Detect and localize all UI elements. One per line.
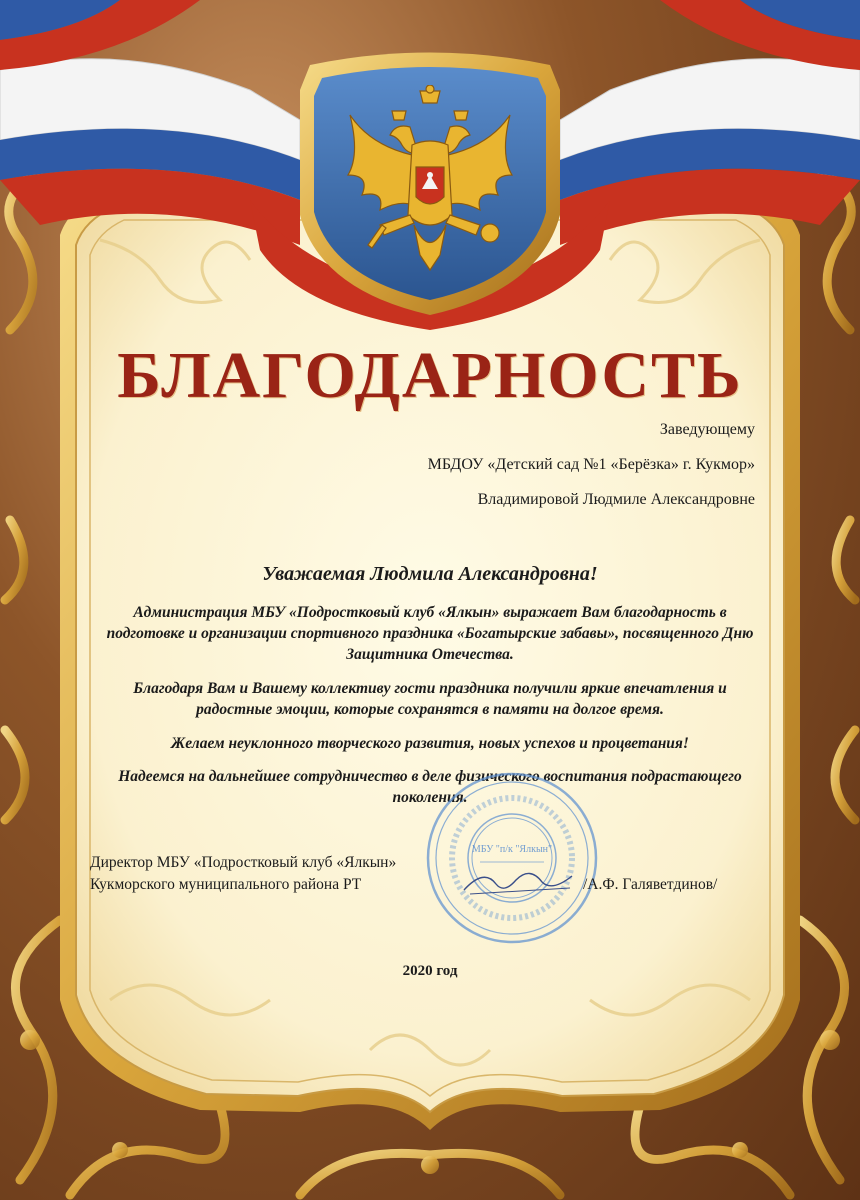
document-year: 2020 год [402, 963, 458, 979]
paragraph-1: Администрация МБУ «Подростковый клуб «Ялкын» выражает Вам благодарность в подготовке и организации спортивного праздника «Богатырские забавы», посвященного Дню Защитника Отечества. [106, 604, 754, 663]
paragraph-2: Благодаря Вам и Вашему коллективу гости праздника получили яркие впечатления и радостные эмоции, которые сохранятся в памяти на долгое время. [133, 680, 727, 718]
paragraph-3: Желаем неуклонного творческого развития, новых успехов и процветания! [171, 735, 689, 752]
recipient-line-1: Заведующему [659, 421, 755, 438]
signer-position-line-2: Кукморского муниципального района РТ [90, 876, 362, 893]
handwritten-signature [460, 860, 580, 900]
greeting: Уважаемая Людмила Александровна! [262, 563, 598, 585]
paragraph-4: Надеемся на дальнейшее сотрудничество в деле физического воспитания подрастающего поколения. [118, 768, 742, 806]
signer-name: /А.Ф. Галяветдинов/ [583, 876, 718, 893]
recipient-line-3: Владимировой Людмиле Александровне [477, 491, 755, 508]
recipient-line-2: МБДОУ «Детский сад №1 «Берёзка» г. Кукмор» [427, 456, 755, 473]
stamp-center-text: МБУ "п/к "Ялкын" [471, 844, 553, 855]
document-title: БЛАГОДАРНОСТЬ [117, 339, 743, 412]
signer-position-line-1: Директор МБУ «Подростковый клуб «Ялкын» [90, 854, 397, 871]
round-seal-stamp [422, 768, 602, 948]
